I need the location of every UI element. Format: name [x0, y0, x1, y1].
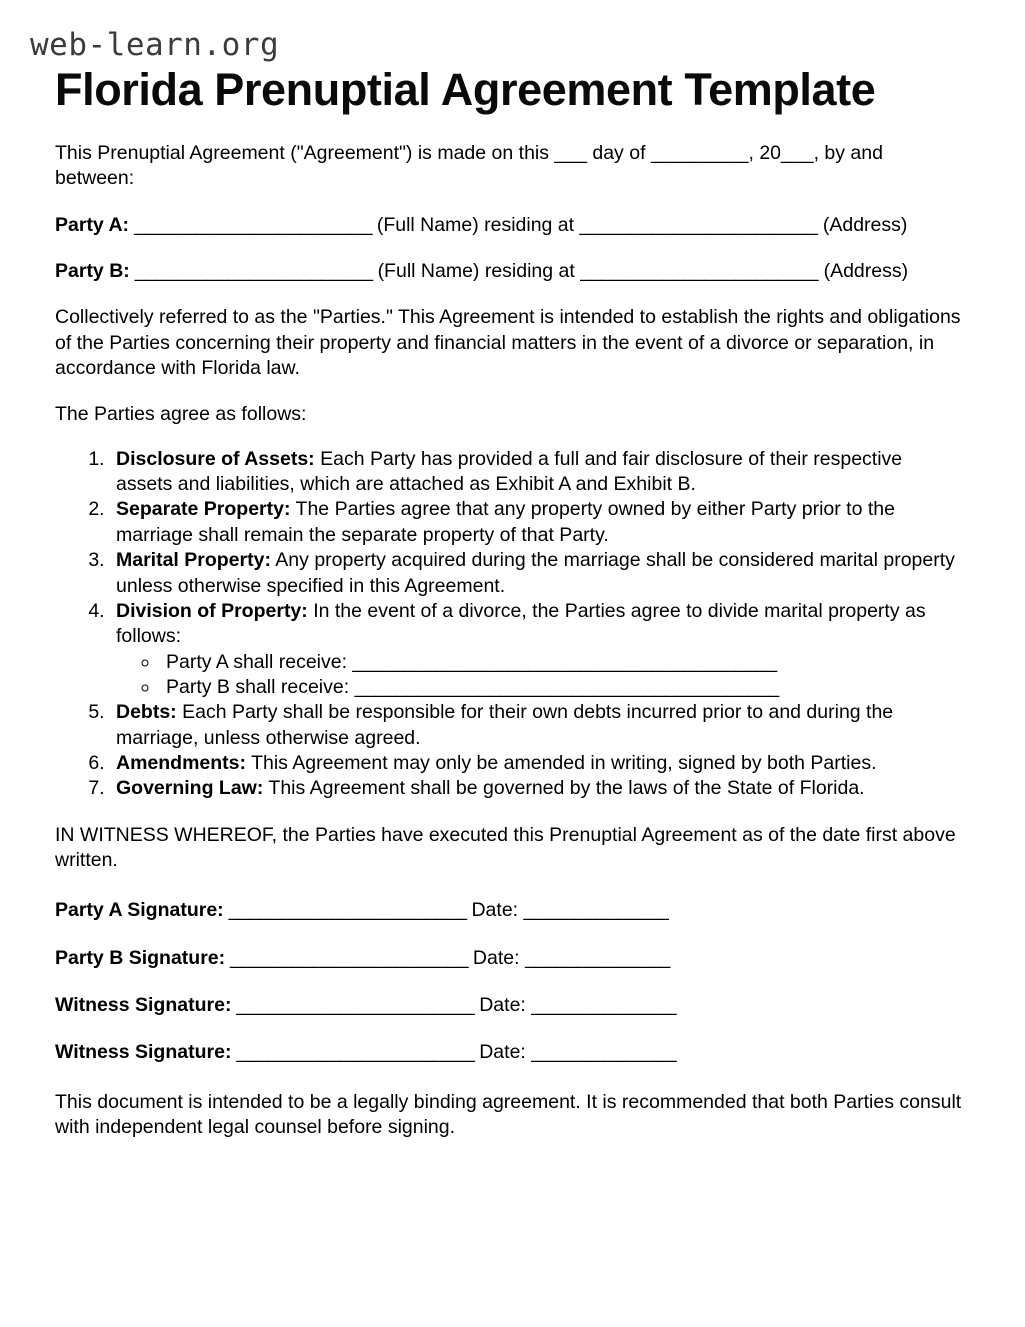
agreement-lead-in: The Parties agree as follows: — [55, 403, 307, 426]
signature-row-party-a — [55, 898, 963, 923]
clause-body: Each Party has provided a full and fair disclosure of their respective assets and liabilities, which are attached as Exhibit A and Exhibit B. — [116, 447, 903, 496]
date-label: Date: — [472, 946, 525, 969]
clause-item-separate-property — [110, 497, 963, 548]
clause-term: Disclosure of Assets: — [116, 447, 315, 470]
site-logo: web-learn.org — [30, 27, 280, 63]
party-b-address-blank[interactable]: _______________________ — [580, 260, 819, 283]
page-title: Florida Prenuptial Agreement Template — [55, 63, 876, 115]
clause-item-division-of-property — [110, 599, 963, 700]
signature-blank[interactable]: _______________________ — [231, 993, 480, 1016]
clause-item-governing-law — [110, 776, 963, 801]
party-b-receives-blank[interactable]: _________________________________________ — [354, 675, 779, 698]
signature-blank[interactable]: _______________________ — [231, 1041, 480, 1064]
intro-paragraph: This Prenuptial Agreement ("Agreement") is made on this ___ day of _________, 20___, by and between: — [55, 142, 883, 190]
party-a-label: Party A: — [55, 213, 130, 236]
party-a-name-blank[interactable]: _______________________ — [129, 213, 377, 236]
party-a-block — [55, 213, 963, 238]
clause-term: Separate Property: — [116, 498, 291, 521]
clause-item-amendments — [110, 751, 963, 776]
clause-item-disclosure-of-assets — [110, 447, 963, 498]
collective-paragraph: Collectively referred to as the "Parties." This Agreement is intended to establish the rights and obligations of the Parties concerning their property and financial matters in the event of a divorce or separation, in accordance with Florida law. — [55, 306, 961, 380]
date-blank[interactable]: ______________ — [524, 946, 670, 969]
date-label: Date: — [471, 899, 524, 922]
signature-label: Party B Signature: — [55, 946, 226, 969]
subclause-label: Party B shall receive: — [166, 675, 355, 698]
date-blank[interactable]: ______________ — [531, 993, 677, 1016]
clause-list — [55, 447, 963, 802]
signature-blank[interactable]: _______________________ — [225, 946, 473, 969]
signature-label: Witness Signature: — [55, 1041, 232, 1064]
subclause-label: Party A shall receive: — [166, 650, 353, 673]
date-blank[interactable]: ______________ — [531, 1041, 677, 1064]
document-masthead — [0, 0, 1025, 115]
party-a-receives-blank[interactable]: _________________________________________ — [352, 650, 777, 673]
party-b-name-blank[interactable]: _______________________ — [129, 260, 378, 283]
signature-label: Party A Signature: — [55, 899, 224, 922]
signature-block — [55, 898, 963, 1065]
clause-body: The Parties agree that any property owned by either Party prior to the marriage shall remain the separate property of that Party. — [116, 498, 895, 546]
clause-term: Governing Law: — [116, 777, 264, 800]
clause-item-marital-property — [110, 548, 963, 599]
clause-body: This Agreement shall be governed by the laws of the State of Florida. — [263, 777, 865, 800]
party-a-address-note: (Address) — [822, 213, 908, 236]
witness-whereof-paragraph: IN WITNESS WHEREOF, the Parties have executed this Prenuptial Agreement as of the date first above written. — [55, 823, 956, 871]
party-b-residing-text: (Full Name) residing at — [377, 260, 581, 283]
closing-disclaimer: This document is intended to be a legally binding agreement. It is recommended that both Parties consult with independent legal counsel before signing. — [55, 1090, 962, 1138]
subclause-item-party-a-receives — [160, 650, 963, 675]
signature-blank[interactable]: _______________________ — [223, 899, 472, 922]
party-b-address-note: (Address) — [823, 260, 909, 283]
clause-term: Division of Property: — [116, 599, 308, 622]
party-a-residing-text: (Full Name) residing at — [376, 213, 580, 236]
clause-term: Amendments: — [116, 751, 247, 774]
division-subclause-list — [116, 650, 963, 701]
clause-body: Any property acquired during the marriage shall be considered marital property unless otherwise specified in this Agreement. — [116, 549, 955, 597]
date-label: Date: — [479, 993, 532, 1016]
clause-body: Each Party shall be responsible for their own debts incurred prior to and during the marriage, unless otherwise agreed. — [116, 701, 894, 749]
clause-term: Debts: — [116, 701, 177, 724]
date-blank[interactable]: ______________ — [523, 899, 669, 922]
signature-row-witness-1 — [55, 993, 963, 1018]
clause-item-debts — [110, 700, 963, 751]
party-a-address-blank[interactable]: _______________________ — [579, 213, 818, 236]
clause-term: Marital Property: — [116, 549, 271, 572]
clause-body: This Agreement may only be amended in writing, signed by both Parties. — [246, 751, 877, 774]
clause-body: In the event of a divorce, the Parties agree to divide marital property as follows: — [116, 599, 926, 648]
signature-label: Witness Signature: — [55, 993, 232, 1016]
signature-row-witness-2 — [55, 1040, 963, 1065]
party-b-block — [55, 259, 963, 284]
subclause-item-party-b-receives — [160, 675, 963, 700]
signature-row-party-b — [55, 946, 963, 971]
document-body — [0, 115, 1025, 1140]
party-b-label: Party B: — [55, 260, 130, 283]
date-label: Date: — [479, 1041, 532, 1064]
